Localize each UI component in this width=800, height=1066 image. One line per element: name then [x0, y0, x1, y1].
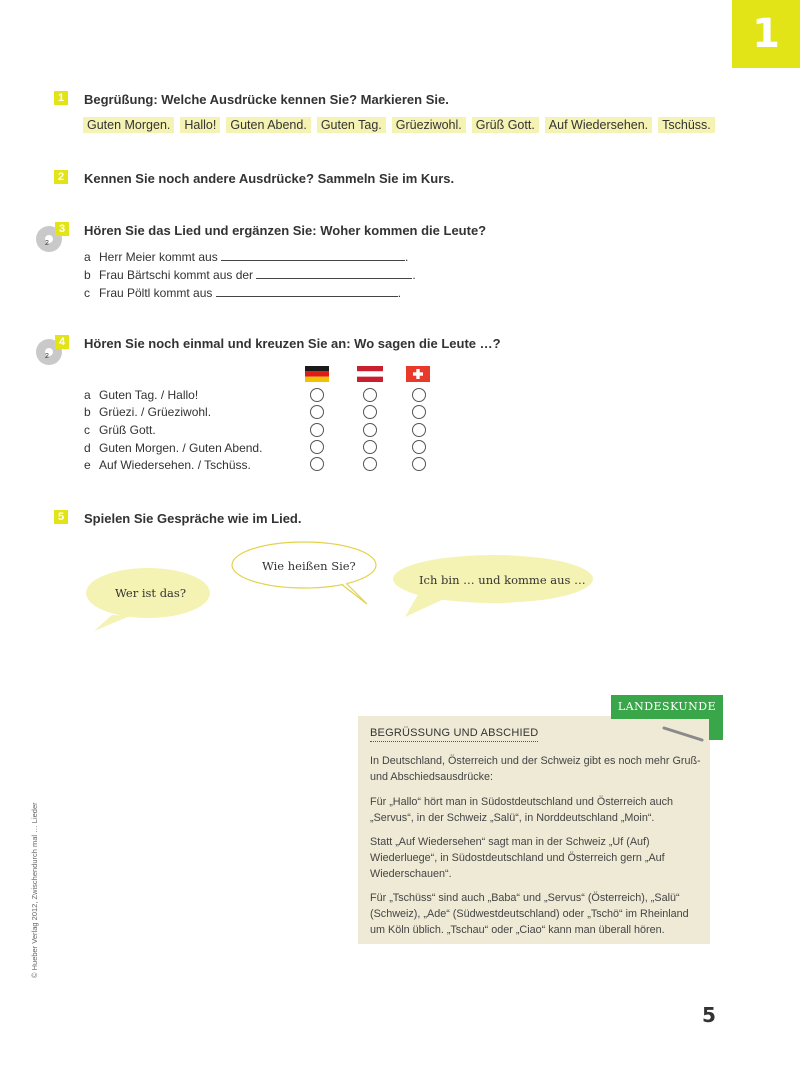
copyright-notice: © Hueber Verlag 2012, Zwischendurch mal … Lieder — [30, 802, 39, 978]
exercise-2-number: 2 — [54, 170, 68, 184]
phrase[interactable]: Hallo! — [180, 117, 220, 133]
greeting-phrases — [83, 117, 715, 133]
phrase[interactable]: Guten Abend. — [226, 117, 310, 133]
radio-germany[interactable] — [310, 405, 324, 419]
exercise-3-item-a: a Herr Meier kommt aus . — [84, 250, 409, 264]
landeskunde-tab-edge — [709, 716, 723, 740]
speech-bubble-1 — [80, 565, 215, 635]
phrase[interactable]: Guten Tag. — [317, 117, 386, 133]
landeskunde-box — [358, 716, 710, 944]
landeskunde-tag: LANDESKUNDE — [611, 695, 723, 719]
landeskunde-paragraph: In Deutschland, Österreich und der Schweiz gibt es noch mehr Gruß- und Abschiedsausdrücke: — [370, 755, 701, 783]
exercise-1-title: Begrüßung: Welche Ausdrücke kennen Sie? Markieren Sie. — [84, 92, 449, 107]
landeskunde-paragraph: Für „Hallo“ hört man in Südostdeutschland und Österreich auch „Servus“, in der Schweiz „Salü“, in Norddeutschland „Moin“. — [370, 796, 674, 824]
radio-germany[interactable] — [310, 388, 324, 402]
exercise-1-number: 1 — [54, 91, 68, 105]
speech-bubble-2 — [228, 540, 378, 608]
germany-flag-icon — [305, 366, 329, 382]
exercise-4-title: Hören Sie noch einmal und kreuzen Sie an: Wo sagen die Leute …? — [84, 336, 501, 351]
radio-switzerland[interactable] — [412, 440, 426, 454]
page-number: 5 — [702, 1003, 716, 1027]
radio-germany[interactable] — [310, 423, 324, 437]
exercise-5-title: Spielen Sie Gespräche wie im Lied. — [84, 511, 302, 526]
exercise-4-item-e: e Auf Wiedersehen. / Tschüss. — [84, 458, 251, 472]
answer-blank[interactable] — [256, 267, 412, 279]
exercise-3-number: 3 — [55, 222, 69, 236]
radio-austria[interactable] — [363, 405, 377, 419]
radio-germany[interactable] — [310, 457, 324, 471]
phrase[interactable]: Guten Morgen. — [83, 117, 174, 133]
radio-switzerland[interactable] — [412, 388, 426, 402]
radio-austria[interactable] — [363, 388, 377, 402]
exercise-4-item-c: c Grüß Gott. — [84, 423, 156, 437]
exercise-4-item-b: b Grüezi. / Grüeziwohl. — [84, 405, 212, 419]
exercise-4-number: 4 — [55, 335, 69, 349]
radio-germany[interactable] — [310, 440, 324, 454]
exercise-4-item-d: d Guten Morgen. / Guten Abend. — [84, 441, 263, 455]
exercise-2-title: Kennen Sie noch andere Ausdrücke? Sammeln Sie im Kurs. — [84, 171, 455, 186]
phrase[interactable]: Grüeziwohl. — [392, 117, 466, 133]
speech-bubble-3-text: Ich bin … und komme aus … — [419, 573, 586, 587]
phrase[interactable]: Grüß Gott. — [472, 117, 539, 133]
landeskunde-paragraph: Für „Tschüss“ sind auch „Baba“ und „Servus“ (Österreich), „Salü“ (Schweiz), „Ade“ (Südwestdeutschland) oder „Tschö“ im Rheinland um Köln üblich. „Tschau“ oder „Ciao“ kann man überall hören. — [370, 892, 689, 936]
switzerland-flag-icon — [406, 366, 430, 382]
exercise-5-number: 5 — [54, 510, 68, 524]
exercise-3-title: Hören Sie das Lied und ergänzen Sie: Woher kommen die Leute? — [84, 223, 487, 238]
answer-blank[interactable] — [216, 285, 398, 297]
cd-track-number: 2 — [45, 240, 49, 247]
phrase[interactable]: Auf Wiedersehen. — [545, 117, 652, 133]
exercise-3-item-c: c Frau Pöltl kommt aus . — [84, 286, 402, 300]
exercise-3-item-b: b Frau Bärtschi kommt aus der . — [84, 268, 416, 282]
chapter-tab: 1 — [732, 0, 800, 68]
phrase[interactable]: Tschüss. — [658, 117, 715, 133]
radio-austria[interactable] — [363, 457, 377, 471]
landeskunde-paragraph: Statt „Auf Wiedersehen“ sagt man in der Schweiz „Uf (Auf) Wiederluege“, in Südostdeutschland und Österreich gern „Auf Wiederschauen“. — [370, 836, 665, 880]
austria-flag-icon — [357, 366, 383, 382]
radio-switzerland[interactable] — [412, 457, 426, 471]
landeskunde-heading: BEGRÜSSUNG UND ABSCHIED — [370, 727, 538, 742]
cd-track-number: 2 — [45, 353, 49, 360]
radio-austria[interactable] — [363, 440, 377, 454]
radio-switzerland[interactable] — [412, 423, 426, 437]
pencil-icon — [660, 724, 706, 744]
speech-bubble-2-text: Wie heißen Sie? — [262, 559, 356, 573]
radio-switzerland[interactable] — [412, 405, 426, 419]
radio-austria[interactable] — [363, 423, 377, 437]
exercise-4-item-a: a Guten Tag. / Hallo! — [84, 388, 199, 402]
speech-bubble-1-text: Wer ist das? — [115, 586, 186, 600]
answer-blank[interactable] — [221, 249, 405, 261]
